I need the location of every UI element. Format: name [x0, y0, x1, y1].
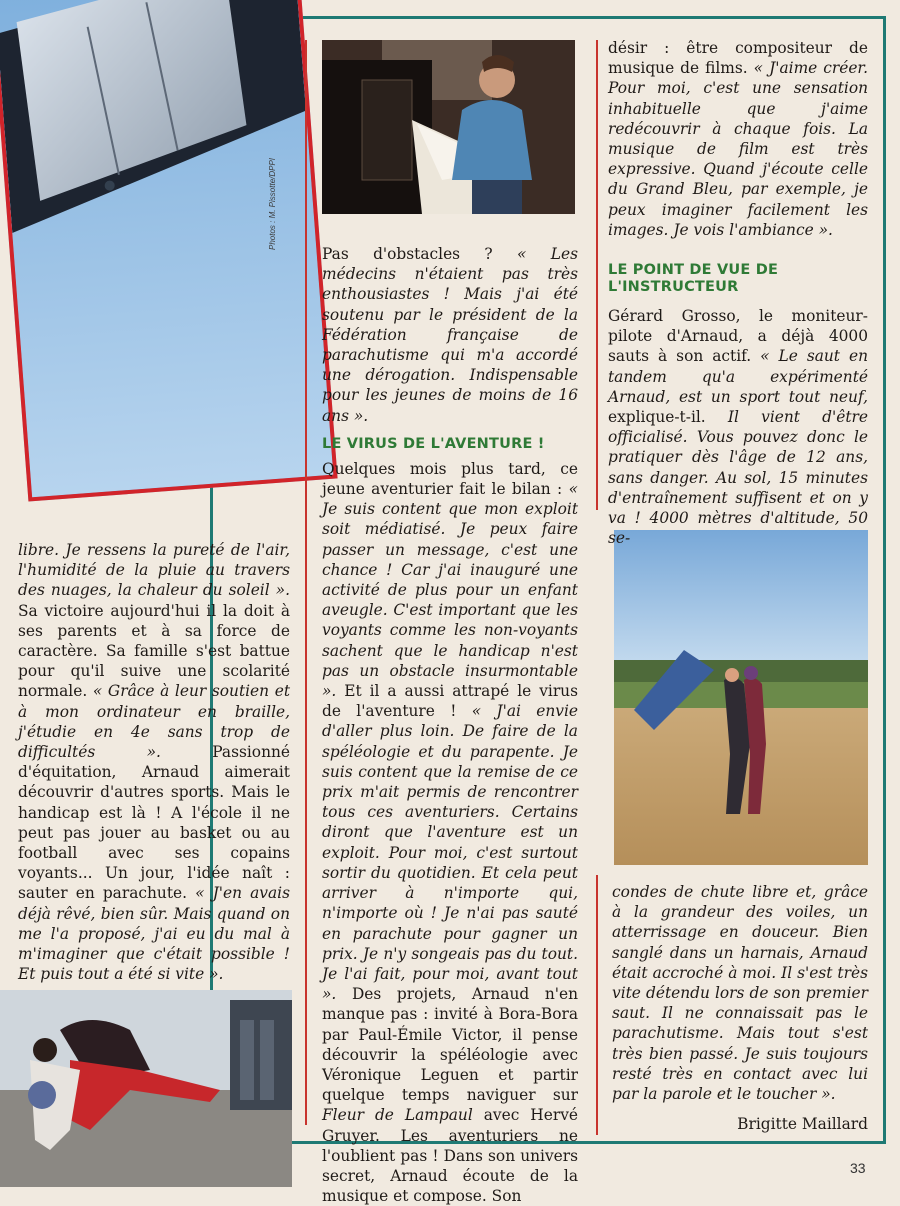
plane-wing-photo [0, 0, 338, 502]
column-separator [596, 40, 598, 510]
column-1 [18, 540, 290, 984]
paragraph: Gérard Grosso, le moniteur-pilote d'Arnaud, a déjà 4000 sauts à son actif. « Le saut en tandem qu'a expérimenté Arnaud, est un sport tout neuf, explique-t-il. Il vient d'être officialisé. Vous pouvez donc le pratiquer dès l'âge de 12 ans, sans danger. Au sol, 15 minutes d'entraînement suffisent et on y va ! 4000 mètres d'altitude, 50 se- [608, 307, 869, 548]
plane-wing-image [0, 0, 333, 497]
paragraph: condes de chute libre et, grâce à la grandeur des voiles, un atterrissage en douceur. Bien sanglé dans un harnais, Arnaud était accroché à moi. Il s'est très vite détendu lors de son premier saut. Il ne connaissait pas le parachutisme. Mais tout s'est très bien passé. Je suis toujours resté très en contact avec lui par la parole et le toucher ». [612, 883, 868, 1104]
paragraph: désir : être compositeur de musique de films. « J'aime créer. Pour moi, c'est une sensation inhabituelle que j'aime redécouvrir à chaque fois. La musique de film est très expressive. Quand j'écoute celle du Grand Bleu, par exemple, je peux imaginer facilement les images. Je vois l'ambiance ». [608, 39, 868, 239]
paragraph: libre. Je ressens la pureté de l'air, l'humidité de la pluie au travers des nuages, la chaleur du soleil ». Sa victoire aujourd'hui il la doit à ses parents et à sa force de caractère. Sa famille s'est battue pour qu'il suive une scolarité normale. « Grâce à leur soutien et à mon ordinateur en braille, j'étudie en 4e sans trop de difficultés ». Passionné d'équitation, Arnaud aimerait découvrir d'autres sports. Mais le handicap est là ! A l'école il ne peut pas jouer au basket ou au football avec ses copains voyants... Un jour, l'idée naît : sauter en parachute. « J'en avais déjà rêvé, bien sûr. Mais quand on me l'a proposé, j'ai eu du mal à m'imaginer que c'était possible ! Et puis tout a été si vite ». [18, 541, 291, 984]
tandem-landing-image [614, 530, 868, 865]
author-signature: Brigitte Maillard [737, 1115, 868, 1134]
column-separator [305, 40, 307, 1125]
photo-credit: Photos : M. Pissotte/DPPI [268, 157, 277, 250]
column-3-continued [612, 882, 868, 1134]
paragraph: Pas d'obstacles ? « Les médecins n'étaient pas très enthousiastes ! Mais j'ai été soutenu par le président de la Fédération française de parachutisme qui m'a accordé une dérogation. Indispensable pour les jeunes de moins de 16 ans ». [322, 245, 578, 425]
column-separator [596, 875, 598, 1135]
section-heading: LE VIRUS DE L'AVENTURE ! [322, 435, 545, 452]
page-number: 33 [850, 1160, 866, 1176]
column-3 [608, 38, 868, 548]
paragraph: Quelques mois plus tard, ce jeune aventurier fait le bilan : « Je suis content que mon exploit soit médiatisé. Je peux faire passer un message, c'est une chance ! Car j'ai inauguré une activité de plus pour un enfant aveugle. C'est important que les voyants comme les non-voyants sachent que le handicap n'est pas un obstacle insurmontable ». Et il a aussi attrapé le virus de l'aventure ! « J'ai envie d'aller plus loin. De faire de la spéléologie et du parapente. Je suis content que la remise de ce prix m'ait permis de rencontrer tous ces aventuriers. Certains diront que l'aventure est un exploit. Pour moi, c'est surtout sortir du quotidien. Et cela peut arriver à n'importe qui, n'importe où ! Je n'ai pas sauté en parachute pour gagner un prix. Je n'y songeais pas du tout. Je l'ai fait, pour moi, avant tout ». Des projets, Arnaud n'en manque pas : invité à Bora-Bora par Paul-Émile Victor, il pense découvrir la spéléologie avec Véronique Leguen et partir quelque temps naviguer sur Fleur de Lampaul avec Hervé Gruyer. Les aventuriers ne l'oublient pas ! Dans son univers secret, Arnaud écoute de la musique et compose. Son [322, 459, 578, 1206]
boy-at-piano-photo [322, 40, 575, 214]
tandem-runner-image [0, 990, 292, 1187]
boy-at-piano-image [322, 40, 575, 214]
tandem-landing-photo [614, 530, 868, 865]
column-2 [322, 244, 578, 1206]
tandem-runner-photo [0, 990, 292, 1187]
section-heading: LE POINT DE VUE DE L'INSTRUCTEUR [608, 262, 779, 296]
